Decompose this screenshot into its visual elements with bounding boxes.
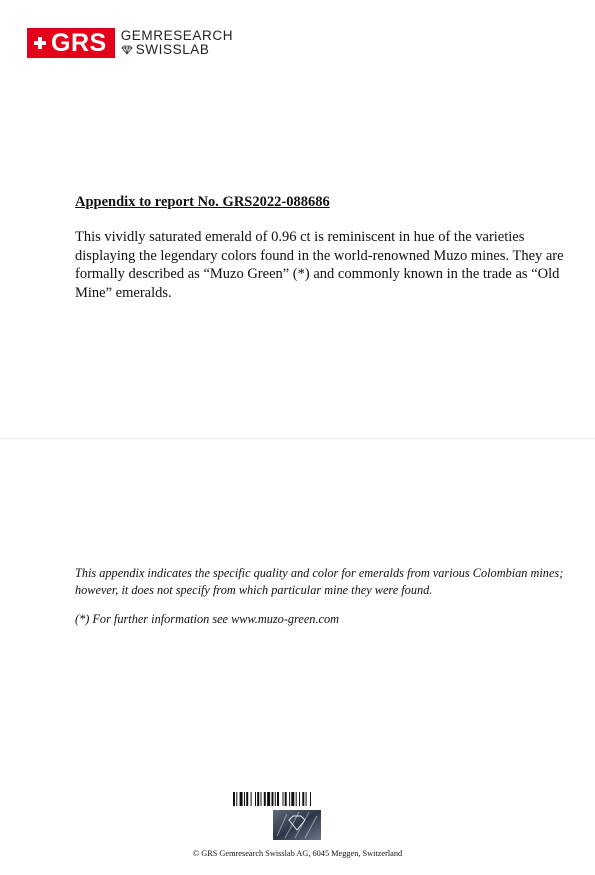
appendix-body: This vividly saturated emerald of 0.96 ct is reminiscent in hue of the varieties displaying the legendary colors found in the world-renowned Muzo mines. They are formally described as “Muzo Green” (*) and commonly known in the trade as “Old Mine” emeralds. xyxy=(75,229,564,301)
hologram-seal-icon xyxy=(273,810,321,840)
swiss-cross-icon xyxy=(33,36,47,50)
grs-logo-letters: GRS xyxy=(51,28,107,57)
copyright-line: © GRS Gemresearch Swisslab AG, 6045 Meggen, Switzerland xyxy=(192,849,403,858)
grs-logo-wordmark xyxy=(121,29,233,57)
logo-line-swisslab-row xyxy=(121,43,233,57)
diamond-icon xyxy=(121,45,133,55)
footnote: (*) For further information see www.muzo-green.com xyxy=(75,612,340,626)
appendix-heading: Appendix to report No. GRS2022-088686 xyxy=(75,194,330,210)
logo-line-swisslab: SWISSLAB xyxy=(135,42,210,57)
logo-line-gemresearch: GEMRESEARCH xyxy=(120,28,234,43)
grs-logo-mark xyxy=(27,28,115,58)
barcode-icon xyxy=(233,792,363,806)
fold-line xyxy=(0,438,595,439)
appendix-disclaimer: This appendix indicates the specific quality and color for emeralds from various Colombian mines; however, it does not specify from which particular mine they were found. xyxy=(75,566,564,597)
grs-logo xyxy=(27,28,233,58)
